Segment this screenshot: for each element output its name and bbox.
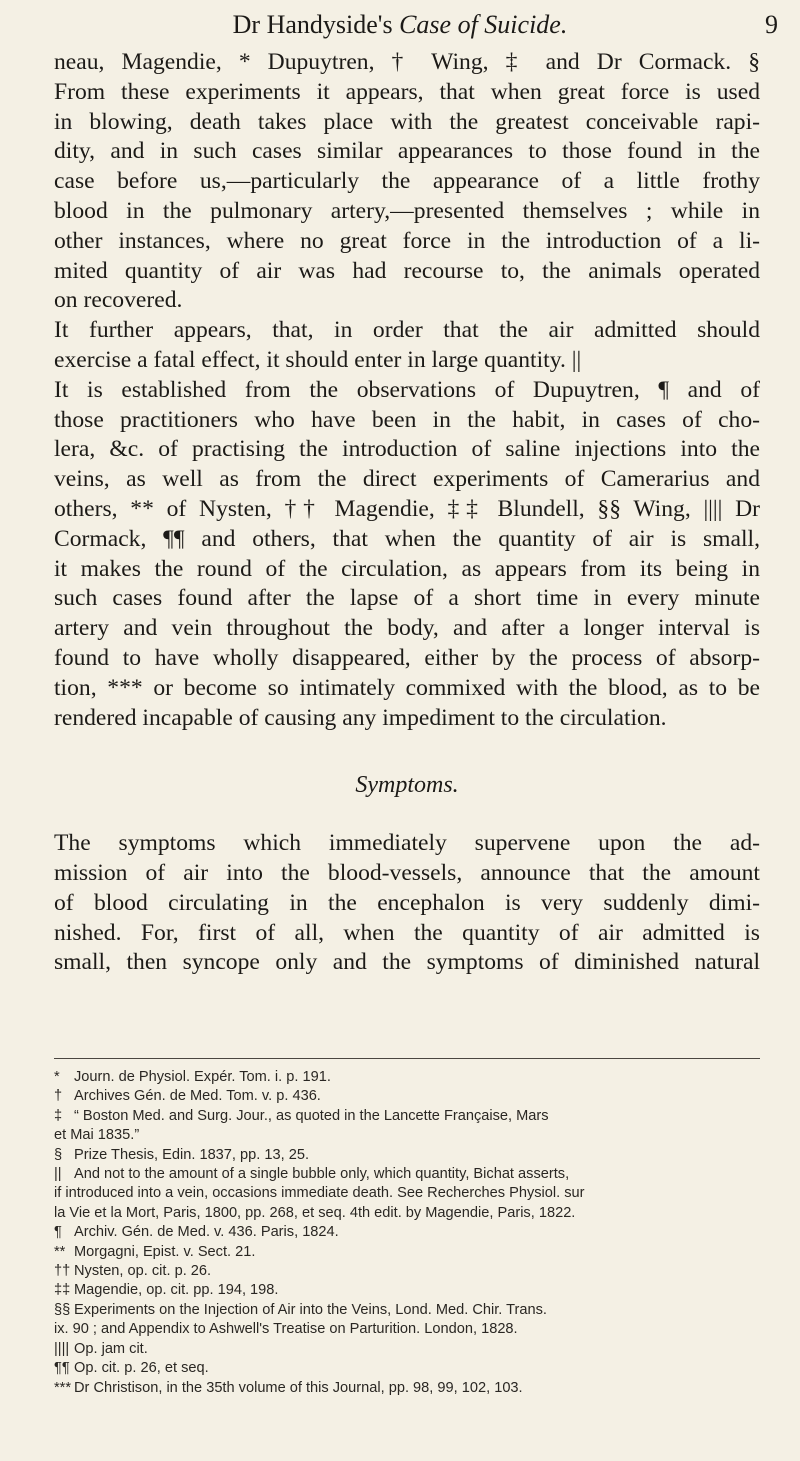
footnote-text: Journ. de Physiol. Expér. Tom. i. p. 191. [74,1069,331,1085]
footnote [54,1340,766,1359]
text-line: veins, as well as from the direct experiments of Camerarius and [54,466,760,493]
footnote [54,1379,766,1398]
footnote [54,1087,766,1106]
text-line: It is established from the observations of Dupuytren, ¶ and of [54,376,760,403]
footnote-continuation [54,1126,766,1145]
text-line: other instances, where no great force in the introduction of a li- [54,227,760,254]
footnote [54,1301,766,1320]
page-number: 9 [765,10,778,39]
footnote-marker: || [54,1166,62,1183]
footnote-text: ix. 90 ; and Appendix to Ashwell's Treatise on Parturition. London, 1828. [54,1321,518,1338]
footnote-text: Archives Gén. de Med. Tom. v. p. 436. [74,1088,321,1105]
text-line: case before us,—particularly the appearance of a little frothy [54,168,760,195]
footnote-text: “ Boston Med. and Surg. Jour., as quoted in the Lancette Française, Mars [74,1107,549,1124]
footnote-rule [54,1058,760,1059]
footnote-continuation [54,1204,766,1223]
footnote-text: Op. cit. p. 26, et seq. [74,1360,209,1377]
text-line: artery and vein throughout the body, and after a longer interval is [54,615,760,642]
footnote-text: Morgagni, Epist. v. Sect. 21. [74,1243,256,1260]
text-line: It further appears, that, in order that the air admitted should [54,317,760,344]
footnote-marker: †† [54,1263,71,1280]
footnote-marker: ‡ [54,1107,63,1124]
footnote-text: Dr Christison, in the 35th volume of this Journal, pp. 98, 99, 102, 103. [74,1379,523,1396]
text-line: those practitioners who have been in the habit, in cases of cho- [54,406,760,433]
text-line: tion, *** or become so intimately commixed with the blood, as to be [54,674,760,701]
text-line: blood in the pulmonary artery,—presented themselves ; while in [54,197,760,224]
text-line: found to have wholly disappeared, either by the process of absorp- [54,644,760,671]
text-line: lera, &c. of practising the introduction of saline injections into the [54,436,760,463]
footnote-marker: ¶ [54,1224,62,1241]
running-header [0,8,800,48]
footnote-text: Archiv. Gén. de Med. v. 436. Paris, 1824. [74,1224,339,1241]
text-line: nished. For, first of all, when the quantity of air admitted is [54,919,760,946]
footnotes [54,1068,766,1398]
footnote [54,1068,766,1087]
footnote-marker: * [54,1069,60,1085]
text-line: such cases found after the lapse of a short time in every minute [54,585,760,612]
footnote-text: Experiments on the Injection of Air into the Veins, Lond. Med. Chir. Trans. [74,1301,547,1318]
footnote-text: et Mai 1835.” [54,1127,140,1144]
paragraph-2 [54,316,760,733]
running-title [0,10,800,40]
text-line: exercise a fatal effect, it should enter in large quantity. || [54,346,582,373]
text-line: in blowing, death takes place with the greatest conceivable rapi- [54,108,760,135]
text-line: From these experiments it appears, that when great force is used [54,78,760,105]
footnote-text: la Vie et la Mort, Paris, 1800, pp. 268, et seq. 4th edit. by Magendie, Paris, 1822. [54,1204,576,1221]
footnote-text: if introduced into a vein, occasions immediate death. See Recherches Physiol. sur [54,1185,585,1202]
text-line: mission of air into the blood-vessels, announce that the amount [54,859,760,886]
footnote [54,1146,766,1165]
footnote [54,1359,766,1378]
footnote-marker: ** [54,1243,66,1260]
text-line: small, then syncope only and the symptoms of diminished natural [54,949,760,976]
footnote-marker: *** [54,1379,72,1396]
footnote-marker: † [54,1088,63,1105]
footnote [54,1262,766,1281]
text-line: on recovered. [54,287,183,314]
body-text [54,48,760,978]
footnote-continuation [54,1320,766,1339]
footnote-continuation [54,1184,766,1203]
footnote-text: Op. jam cit. [74,1340,148,1357]
text-line: The symptoms which immediately supervene upon the ad- [54,830,760,857]
footnote-text: Nysten, op. cit. p. 26. [74,1263,212,1280]
footnote-marker: |||| [54,1340,70,1357]
footnote-marker: §§ [54,1301,71,1318]
footnote [54,1281,766,1300]
running-title-prefix: Dr Handyside's [232,10,400,39]
text-line: neau, Magendie, * Dupuytren, † Wing, ‡ and Dr Cormack. § [54,49,760,75]
text-line: it makes the round of the circulation, as appears from its being in [54,555,760,582]
text-line: rendered incapable of causing any impediment to the circulation. [54,704,667,731]
footnote-marker: ¶¶ [54,1360,70,1377]
section-heading: Symptoms. [355,772,459,799]
footnote-marker: ‡‡ [54,1282,71,1299]
footnote-marker: § [54,1146,63,1163]
footnote [54,1223,766,1242]
paragraph-1 [54,48,760,316]
footnote-text: Prize Thesis, Edin. 1837, pp. 13, 25. [74,1146,309,1163]
footnote [54,1165,766,1184]
text-line: others, ** of Nysten, †† Magendie, ‡‡ Blundell, §§ Wing, |||| Dr [54,495,760,522]
text-line: mited quantity of air was had recourse to, the animals operated [54,257,760,284]
paragraph-3 [54,829,760,978]
running-title-italic: Case of Suicide. [399,10,568,39]
footnote [54,1243,766,1262]
footnote [54,1107,766,1126]
footnote-text: Magendie, op. cit. pp. 194, 198. [74,1282,279,1299]
text-line: Cormack, ¶¶ and others, that when the quantity of air is small, [54,525,760,552]
text-line: of blood circulating in the encephalon is very suddenly dimi- [54,889,760,916]
footnote-text: And not to the amount of a single bubble only, which quantity, Bichat asserts, [74,1166,570,1183]
text-line: dity, and in such cases similar appearances to those found in the [54,138,760,165]
